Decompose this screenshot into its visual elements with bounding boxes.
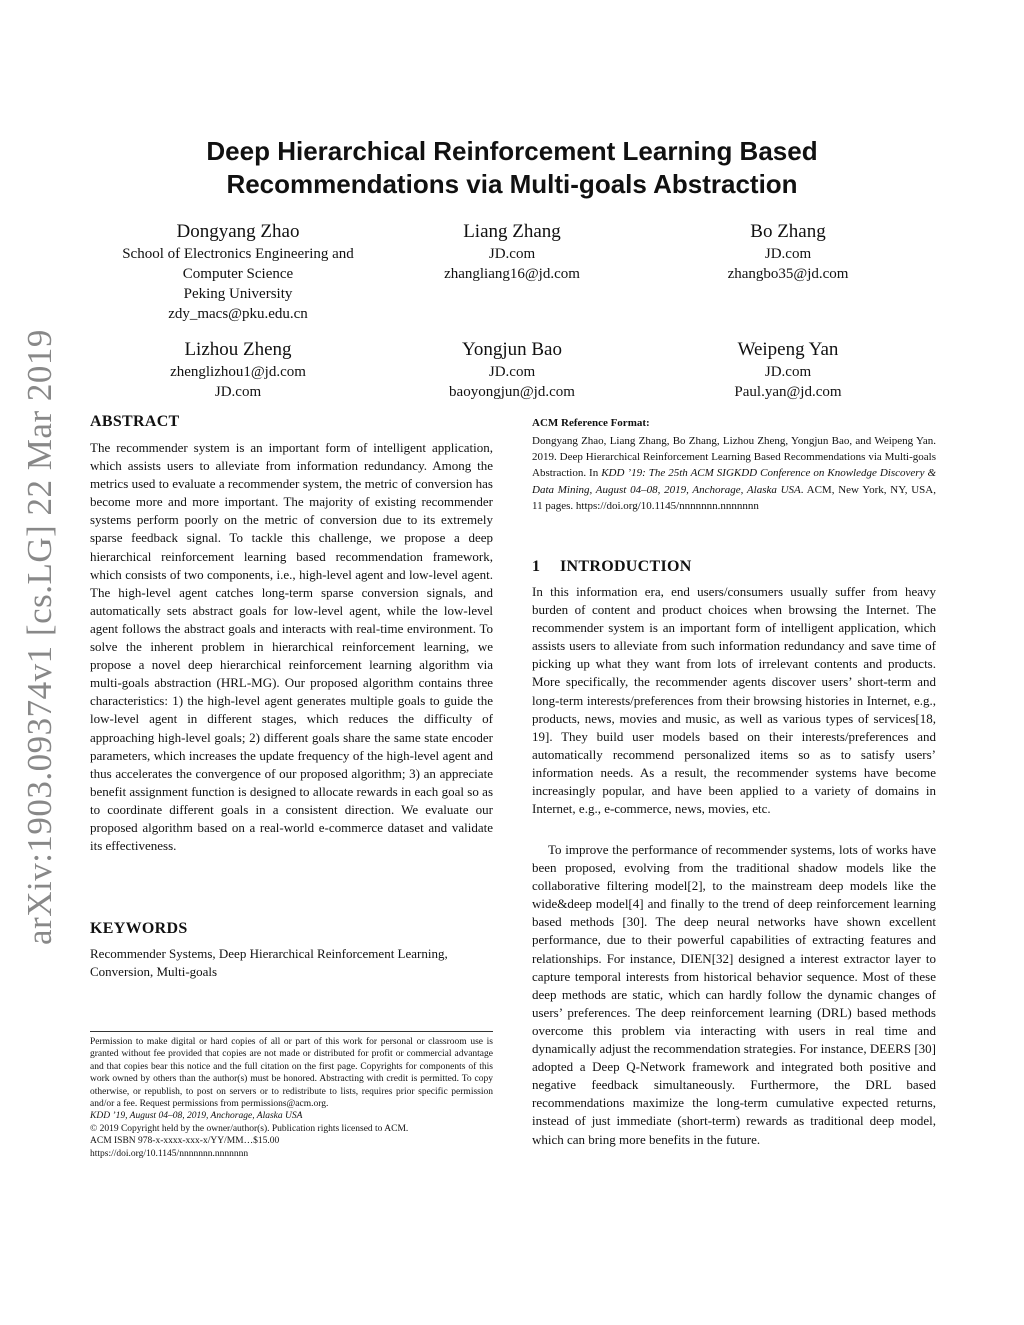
author-affiliation: JD.com — [488, 246, 536, 262]
author-email: Paul.yan@jd.com — [734, 384, 842, 400]
author-block — [362, 337, 662, 402]
doi-line: https://doi.org/10.1145/nnnnnnn.nnnnnnn — [90, 1148, 249, 1159]
abstract-text: The recommender system is an important form of intelligent application, which assists users to alleviate from information redundancy. Among the metrics used to evaluate a recommender system, the metric of conversion has become more and more important. The majority of existing recommender systems perform poorly on the metric of conversion due to its extremely sparse feedback signal. To tackle this challenge, we propose a deep hierarchical reinforcement learning based recommendation framework, which consists of two components, i.e., high-level agent and low-level agent. The high-level agent catches long-term sparse conversion signals, and automatically sets abstract goals for low-level agent, while the low-level agent follows the abstract goals and interacts with real-time environment. To solve the inherent problem in hierarchical reinforcement learning, we propose a novel deep hierarchical reinforcement learning algorithm via multi-goals abstraction (HRL-MG). Our proposed algorithm contains three characteristics: 1) the high-level agent generates multiple goals to guide the low-level agent in different stages, which reduces the difficulty of approaching high-level goals; 2) different goals share the same state encoder parameters, which increases the update frequency of the high-level agent and thus accelerates the convergence of our proposed algorithm; 3) an appreciate benefit assignment function is designed to allocate rewards in each goal so as to coordinate different goals in a consistent direction. We evaluate our proposed algorithm based on a real-world e-commerce dataset and validate its effectiveness. — [90, 440, 493, 854]
copyright-footnote — [90, 1036, 493, 1160]
author-name: Yongjun Bao — [462, 339, 562, 360]
author-block — [88, 219, 388, 324]
author-email: zhenglizhou1@jd.com — [170, 364, 306, 380]
abstract-heading: ABSTRACT — [90, 413, 180, 430]
acm-reference-part: Dongyang Zhao, Liang Zhang, Bo Zhang, Lizhou Zheng, Yongjun Bao, and Weipeng Yan. 2019. Deep Hierarchical Reinforcement Learning Based Recommendations via Multi-goals Abstraction. In — [532, 435, 936, 480]
copyright-line: © 2019 Copyright held by the owner/author(s). Publication rights licensed to ACM. — [90, 1123, 409, 1134]
acm-reference-venue: KDD ’19: The 25th ACM SIGKDD Conference on Knowledge Discovery & Data Mining, August 04–08, 2019, Anchorage, Alaska USA — [532, 467, 936, 496]
author-affiliation: Peking University — [183, 286, 293, 302]
footnote-divider — [90, 1031, 493, 1032]
title-line-2: Recommendations via Multi-goals Abstraction — [226, 169, 798, 199]
paper-title — [130, 135, 894, 201]
author-block — [638, 337, 938, 402]
author-name: Lizhou Zheng — [184, 339, 292, 360]
author-block — [362, 219, 662, 284]
author-affiliation: JD.com — [214, 384, 262, 400]
introduction-paragraph-2: To improve the performance of recommender systems, lots of works have been proposed, evolving from the traditional shadow models like the collaborative filtering model[2], to the mainstream deep models like the wide&deep model[4] and finally to the trend of deep reinforcement learning based methods [30]. The deep neural networks have shown excellent performance, due to their powerful capabilities of extracting features and relationships. For instance, DIEN[32] designed a interest extractor layer to capture temporal interests from historical behavior sequence. Most of these deep methods are static, which can hardly follow the dynamic changes of users’ preferences. The deep reinforcement learning (DRL) based methods overcome this problem via interacting with users in real time and dynamically adjust the recommendation strategies. For instance, DEERS [30] adopted a Deep Q-Network framework and integrated both positive and negative feedback simultaneously. Furthermore, the DRL based recommendations maximize the long-term cumulative expected returns, instead of just immediate (short-term) rewards as traditional deep model, which can bring more benefits in the future. — [532, 842, 936, 1147]
author-name: Weipeng Yan — [737, 339, 839, 360]
introduction-paragraph-1: In this information era, end users/consumers usually suffer from heavy burden of content and product choices when browsing the Internet. The recommender system is an important form of intelligent application, which assists users to alleviate from such information redundancy and save time of picking up what they want from lots of irrelevant contents and products. More specifically, the recommender agents discover users’ short-term and long-term interests/preferences from their browsing histories in Internet, e.g., products, news, movies and music, as well as various types of services[18, 19]. They build user models based on their interests/preferences and automatically recommend personalized items so as to satisfy users’ information needs. As a result, the recommender systems have become increasingly popular, and have been applied to a variety of domains in Internet, e.g., e-commerce, news, movies, etc. — [532, 584, 936, 817]
section-number: 1 — [532, 558, 541, 575]
author-affiliation: JD.com — [488, 364, 536, 380]
permission-notice: Permission to make digital or hard copies of all or part of this work for personal or classroom use is granted without fee provided that copies are not made or distributed for profit or commercial advantage and that copies bear this notice and the full citation on the first page. Copyrights for components of this work owned by others than the author(s) must be honored. Abstracting with credit is permitted. To copy otherwise, or republish, to post on servers or to redistribute to lists, requires prior specific permission and/or a fee. Request permissions from permissions@acm.org. — [90, 1037, 493, 1110]
author-block — [88, 337, 388, 402]
author-name: Bo Zhang — [750, 221, 826, 242]
author-affiliation: School of Electronics Engineering and — [122, 246, 354, 262]
author-email: zdy_macs@pku.edu.cn — [168, 306, 308, 322]
author-name: Liang Zhang — [463, 221, 561, 242]
title-line-1: Deep Hierarchical Reinforcement Learning Based — [206, 136, 818, 166]
keywords-text: Recommender Systems, Deep Hierarchical Reinforcement Learning, Conversion, Multi-goals — [90, 946, 448, 980]
acm-reference-part: . ACM, New York, NY, USA, 11 pages. https://doi.org/10.1145/nnnnnnn.nnnnnnn — [532, 483, 936, 512]
introduction-heading — [532, 558, 936, 576]
keywords-heading: KEYWORDS — [90, 920, 188, 937]
venue-line: KDD ’19, August 04–08, 2019, Anchorage, Alaska USA — [90, 1111, 303, 1122]
author-block — [638, 219, 938, 284]
author-email: zhangbo35@jd.com — [727, 266, 849, 282]
author-email: zhangliang16@jd.com — [444, 266, 580, 282]
section-title: INTRODUCTION — [560, 558, 692, 575]
author-affiliation: Computer Science — [182, 266, 294, 282]
author-email: baoyongjun@jd.com — [449, 384, 575, 400]
acm-reference-text — [532, 433, 936, 514]
author-affiliation: JD.com — [764, 364, 812, 380]
isbn-line: ACM ISBN 978-x-xxxx-xxx-x/YY/MM…$15.00 — [90, 1136, 280, 1147]
author-name: Dongyang Zhao — [176, 221, 300, 242]
author-affiliation: JD.com — [764, 246, 812, 262]
acm-reference-heading: ACM Reference Format: — [532, 417, 650, 429]
arxiv-identifier: arXiv:1903.09374v1 [cs.LG] 22 Mar 2019 — [20, 329, 59, 945]
